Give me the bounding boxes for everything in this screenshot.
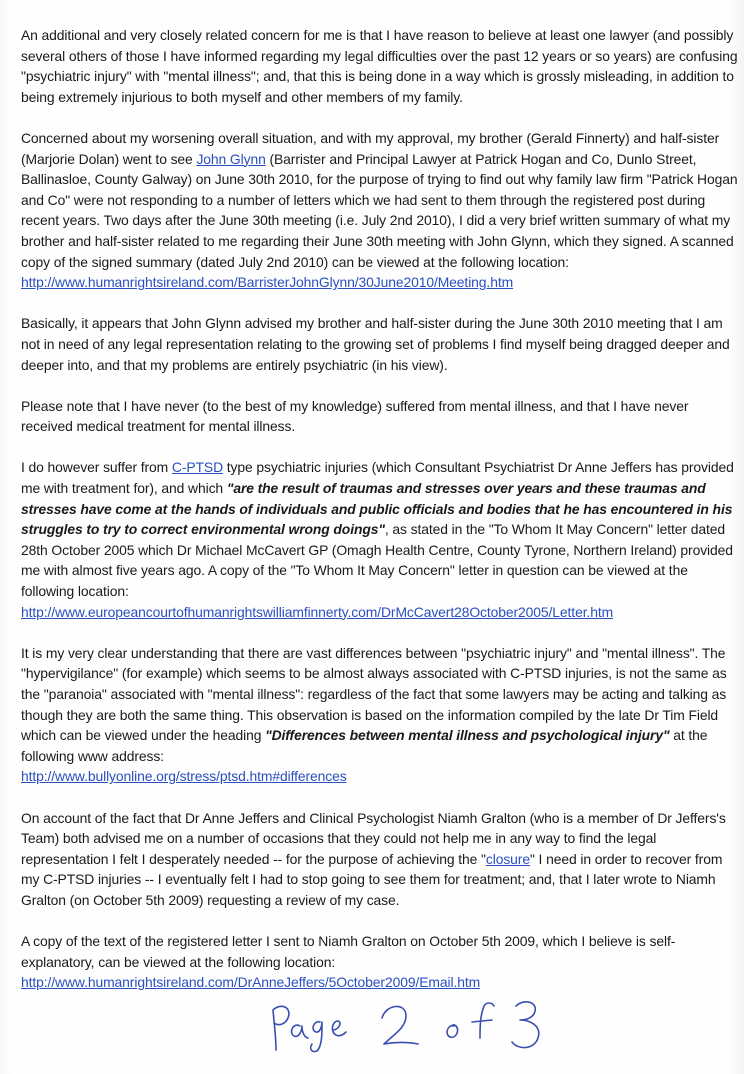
document-body <box>21 25 739 1014</box>
paragraph-mental-illness-text: Please note that I have never (to the best of my knowledge) suffered from mental illness, and that I have never received medical treatment for mental illness. <box>21 397 689 435</box>
paragraph-cptsd-text-1: I do however suffer from <box>21 459 172 476</box>
link-mccavert-letter-url[interactable]: http://www.europeancourtofhumanrightswilliamfinnerty.com/DrMcCavert28October2005/Letter.htm <box>21 603 614 620</box>
paragraph-meeting-text-2: (Barrister and Principal Lawyer at Patrick Hogan and Co, Dunlo Street, Ballinasloe, County Galway) on June 30th 2010, for the purpose of trying to find out why family law firm "Patrick Hogan and Co" were not responding to a number of letters which we had sent to them through the registered post during recent years. Two days after the June 30th meeting (i.e. July 2nd 2010), I did a very brief written summary of what my brother and half-sister related to me regarding their June 30th meeting with John Glynn, which they signed. A scanned copy of the signed summary (dated July 2nd 2010) can be viewed at the following location: <box>21 150 738 270</box>
link-john-glynn[interactable]: John Glynn <box>196 150 266 167</box>
paragraph-cptsd-text-3: , as stated in the "To Whom It May Concern" letter dated 28th October 2005 which Dr Michael McCavert GP (Omagh Health Centre, County Tyrone, Northern Ireland) provided me with almost five years ago. A copy of the "To Whom It May Concern" letter in question can be viewed at the following location: <box>21 521 733 600</box>
paragraph-registered-letter <box>21 931 739 993</box>
paragraph-cptsd-quote: "are the result of traumas and stresses over years and these traumas and stresses have come at the hands of individuals and public officials and bodies that he has encountered in his struggles to try to correct environmental wrong doings" <box>21 480 733 538</box>
link-closure[interactable]: closure <box>485 850 530 867</box>
paragraph-concern-text: An additional and very closely related concern for me is that I have reason to believe at least one lawyer (and possibly several others of those I have informed regarding my legal difficulties over the past 12 years or so years) are confusing "psychiatric injury" with "mental illness"; and, that this is being done in a way which is grossly misleading, in addition to being extremely injurious to both myself and other members of my family. <box>21 27 738 105</box>
link-bullyonline-url[interactable]: http://www.bullyonline.org/stress/ptsd.htm#differences <box>21 768 347 785</box>
handwritten-page-number <box>258 992 558 1062</box>
paragraph-advice <box>21 313 739 375</box>
paragraph-registered-letter-text: A copy of the text of the registered letter I sent to Niamh Gralton on October 5th 2009, which I believe is self-explanatory, can be viewed at the following location: <box>21 933 676 970</box>
paragraph-mental-illness-note <box>21 396 739 437</box>
paragraph-meeting-text-1: Concerned about my worsening overall situation, and with my approval, my brother (Gerald Finnerty) and half-sister (Marjorie Dolan) went to see <box>21 129 720 167</box>
link-c-ptsd[interactable]: C-PTSD <box>171 459 223 476</box>
paragraph-treatment <box>21 808 739 911</box>
paragraph-differences <box>21 643 739 787</box>
paragraph-treatment-text-2: " I need in order to recover from my C-PTSD injuries -- I eventually felt I had to stop going to see them for treatment; and, that I later wrote to Niamh Gralton (on October 5th 2009) requesting a review of my case. <box>21 850 723 908</box>
paragraph-cptsd <box>21 457 739 622</box>
paragraph-differences-text-1: It is my very clear understanding that there are vast differences between "psychiatric injury" and "mental illness". The "hypervigilance" (for example) which seems to be almost always associated with C-PTSD injuries, is not the same as the "paranoia" associated with "mental illness": regardless of the fact that some lawyers may be acting and talking as though they are both the same thing. This observation is based on the information compiled by the late Dr Tim Field which can be viewed under the heading <box>21 644 727 744</box>
paragraph-cptsd-text-2: type psychiatric injuries (which Consultant Psychiatrist Dr Anne Jeffers has provided me with treatment for), and which <box>21 459 734 497</box>
paragraph-meeting <box>21 128 739 293</box>
paragraph-advice-text: Basically, it appears that John Glynn advised my brother and half-sister during the June 30th 2010 meeting that I am not in need of any legal representation relating to the growing set of problems I find myself being dragged deeper and deeper into, and that my problems are entirely psychiatric (in his view). <box>21 315 730 373</box>
paragraph-differences-heading: "Differences between mental illness and psychological injury" <box>265 727 670 744</box>
paragraph-concern <box>21 25 739 107</box>
link-jeffers-email-url[interactable]: http://www.humanrightsireland.com/DrAnneJeffers/5October2009/Email.htm <box>21 974 481 991</box>
paragraph-treatment-text-1: On account of the fact that Dr Anne Jeffers and Clinical Psychologist Niamh Gralton (who is a member of Dr Jeffers's Team) both advised me on a number of occasions that they could not help me in any way to find the legal representation I felt I desperately needed -- for the purpose of achieving the " <box>21 809 726 867</box>
paragraph-differences-text-2: at the following www address: <box>21 727 708 764</box>
link-meeting-summary-url[interactable]: http://www.humanrightsireland.com/BarristerJohnGlynn/30June2010/Meeting.htm <box>21 274 514 291</box>
